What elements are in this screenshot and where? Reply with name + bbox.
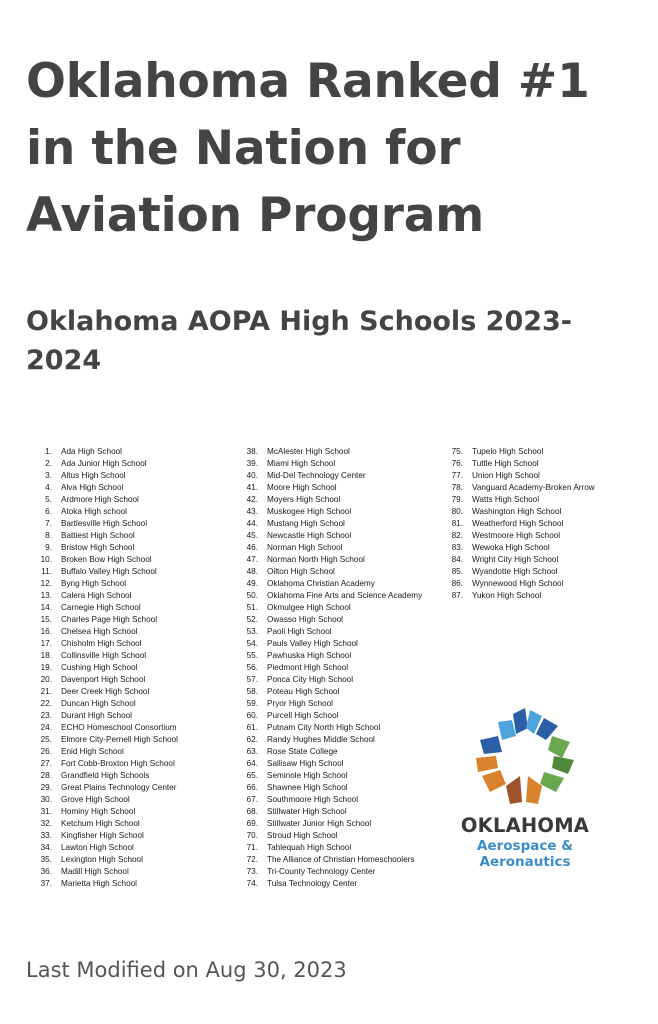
school-list-item xyxy=(30,494,178,506)
school-rank-number: 7. xyxy=(45,519,52,528)
school-name: Battiest High School xyxy=(61,531,135,540)
school-list-item xyxy=(236,446,422,458)
school-name: Shawnee High School xyxy=(267,783,348,792)
school-list-item xyxy=(30,794,178,806)
school-list-column-1 xyxy=(30,446,178,890)
school-name: Chisholm High School xyxy=(61,639,142,648)
school-rank-number: 56. xyxy=(246,663,258,672)
school-rank-number: 48. xyxy=(246,567,258,576)
school-rank-number: 81. xyxy=(451,519,463,528)
school-rank-number: 26. xyxy=(40,747,52,756)
school-rank-number: 47. xyxy=(246,555,258,564)
school-name: Tri-County Technology Center xyxy=(267,867,376,876)
school-list-item xyxy=(30,854,178,866)
school-name: Oklahoma Christian Academy xyxy=(267,579,375,588)
school-name: Marietta High School xyxy=(61,879,137,888)
school-rank-number: 42. xyxy=(246,495,258,504)
school-rank-number: 83. xyxy=(451,543,463,552)
school-name: Ketchum High School xyxy=(61,819,140,828)
logo-shard xyxy=(548,736,570,758)
school-rank-number: 62. xyxy=(246,735,258,744)
school-list-item xyxy=(236,542,422,554)
school-list-item xyxy=(236,878,422,890)
school-name: Alva High School xyxy=(61,483,124,492)
school-list-item xyxy=(441,542,595,554)
school-name: Atoka High school xyxy=(61,507,127,516)
school-rank-number: 52. xyxy=(246,615,258,624)
school-rank-number: 59. xyxy=(246,699,258,708)
school-list-item xyxy=(236,782,422,794)
school-rank-number: 49. xyxy=(246,579,258,588)
school-list-item xyxy=(30,638,178,650)
logo-wordmark: OKLAHOMA xyxy=(460,814,590,837)
school-rank-number: 2. xyxy=(45,459,52,468)
page-subtitle: Oklahoma AOPA High Schools 2023-2024 xyxy=(26,306,573,376)
school-rank-number: 4. xyxy=(45,483,52,492)
school-name: Tahlequah High School xyxy=(267,843,352,852)
school-name: Miami High School xyxy=(267,459,336,468)
school-name: Stillwater Junior High School xyxy=(267,819,372,828)
school-list-item xyxy=(30,530,178,542)
school-name: Muskogee High School xyxy=(267,507,352,516)
school-name: Mustang High School xyxy=(267,519,345,528)
logo-tagline-line-1: Aerospace & xyxy=(477,838,573,854)
school-name: Duncan High School xyxy=(61,699,136,708)
school-rank-number: 1. xyxy=(45,447,52,456)
school-list-item xyxy=(236,854,422,866)
school-name: Moore High School xyxy=(267,483,337,492)
school-rank-number: 69. xyxy=(246,819,258,828)
school-name: Enid High School xyxy=(61,747,124,756)
school-rank-number: 31. xyxy=(40,807,52,816)
school-name: Bristow High School xyxy=(61,543,135,552)
school-name: Paoli High School xyxy=(267,627,332,636)
school-name: ECHO Homeschool Consortium xyxy=(61,723,177,732)
school-list-item xyxy=(236,794,422,806)
school-list-item xyxy=(30,734,178,746)
school-list-item xyxy=(30,818,178,830)
school-name: Vanguard Academy-Broken Arrow xyxy=(472,483,595,492)
school-name: Norman North High School xyxy=(267,555,365,564)
school-list-item xyxy=(441,506,595,518)
school-name: Weatherford High School xyxy=(472,519,564,528)
school-list-item xyxy=(30,518,178,530)
logo-shard xyxy=(480,736,502,754)
school-rank-number: 23. xyxy=(40,711,52,720)
school-list-item xyxy=(236,530,422,542)
logo-shard xyxy=(476,756,498,772)
school-name: McAlester High School xyxy=(267,447,350,456)
school-list-item xyxy=(30,458,178,470)
school-rank-number: 77. xyxy=(451,471,463,480)
school-list-item xyxy=(236,506,422,518)
school-name: Watts High School xyxy=(472,495,540,504)
school-list-item xyxy=(30,674,178,686)
school-name: Davenport High School xyxy=(61,675,146,684)
school-list-item xyxy=(236,710,422,722)
school-rank-number: 36. xyxy=(40,867,52,876)
school-rank-number: 54. xyxy=(246,639,258,648)
school-rank-number: 18. xyxy=(40,651,52,660)
school-name: Tupelo High School xyxy=(472,447,544,456)
school-list-item xyxy=(236,686,422,698)
school-name: Pauls Valley High School xyxy=(267,639,358,648)
school-name: Wyandotte High School xyxy=(472,567,558,576)
school-list-item xyxy=(30,806,178,818)
school-list-item xyxy=(30,578,178,590)
school-rank-number: 58. xyxy=(246,687,258,696)
school-rank-number: 34. xyxy=(40,843,52,852)
school-rank-number: 67. xyxy=(246,795,258,804)
school-list-item xyxy=(30,710,178,722)
school-list-item xyxy=(236,818,422,830)
school-list-item xyxy=(441,566,595,578)
school-rank-number: 3. xyxy=(45,471,52,480)
school-list-column-3 xyxy=(441,446,595,602)
school-rank-number: 38. xyxy=(246,447,258,456)
school-name: Rose State College xyxy=(267,747,338,756)
school-list-item xyxy=(30,554,178,566)
school-list-item xyxy=(30,602,178,614)
school-rank-number: 13. xyxy=(40,591,52,600)
school-rank-number: 82. xyxy=(451,531,463,540)
logo-shard xyxy=(482,770,506,792)
school-rank-number: 68. xyxy=(246,807,258,816)
school-rank-number: 17. xyxy=(40,639,52,648)
school-rank-number: 41. xyxy=(246,483,258,492)
school-name: Byng High School xyxy=(61,579,127,588)
school-list-item xyxy=(30,758,178,770)
school-list-item xyxy=(30,830,178,842)
school-rank-number: 37. xyxy=(40,879,52,888)
school-rank-number: 27. xyxy=(40,759,52,768)
school-name: Lawton High School xyxy=(61,843,134,852)
school-name: Southmoore High School xyxy=(267,795,359,804)
school-list-item xyxy=(30,614,178,626)
school-name: Lexington High School xyxy=(61,855,143,864)
school-rank-number: 51. xyxy=(246,603,258,612)
school-list-item xyxy=(30,722,178,734)
school-rank-number: 61. xyxy=(246,723,258,732)
school-list-item xyxy=(30,770,178,782)
school-list-item xyxy=(441,530,595,542)
school-name: Buffalo Valley High School xyxy=(61,567,157,576)
school-list-item xyxy=(236,758,422,770)
school-list-item xyxy=(236,554,422,566)
school-list-item xyxy=(236,770,422,782)
school-name: Grandfield High Schools xyxy=(61,771,150,780)
school-list-item xyxy=(30,866,178,878)
school-rank-number: 85. xyxy=(451,567,463,576)
school-list-item xyxy=(236,722,422,734)
school-rank-number: 55. xyxy=(246,651,258,660)
school-name: The Alliance of Christian Homeschoolers xyxy=(267,855,415,864)
school-name: Oklahoma Fine Arts and Science Academy xyxy=(267,591,423,600)
school-name: Carnegie High School xyxy=(61,603,141,612)
school-list-item xyxy=(30,746,178,758)
school-name: Tulsa Technology Center xyxy=(267,879,358,888)
school-list-item xyxy=(30,878,178,890)
school-rank-number: 44. xyxy=(246,519,258,528)
logo-shard xyxy=(498,720,516,740)
school-name: Norman High School xyxy=(267,543,343,552)
school-rank-number: 40. xyxy=(246,471,258,480)
school-name: Hominy High School xyxy=(61,807,136,816)
school-list-item xyxy=(236,674,422,686)
school-rank-number: 80. xyxy=(451,507,463,516)
school-list-item xyxy=(441,518,595,530)
school-name: Pryor High School xyxy=(267,699,333,708)
school-rank-number: 70. xyxy=(246,831,258,840)
school-list-item xyxy=(30,566,178,578)
star-logo-icon xyxy=(472,706,578,810)
school-list-item xyxy=(30,782,178,794)
school-list-item xyxy=(236,566,422,578)
logo-shard xyxy=(526,776,542,804)
school-list-item xyxy=(441,578,595,590)
school-rank-number: 25. xyxy=(40,735,52,744)
school-rank-number: 16. xyxy=(40,627,52,636)
school-name: Oilton High School xyxy=(267,567,335,576)
school-list-item xyxy=(30,446,178,458)
school-list-item xyxy=(236,590,422,602)
school-list-item xyxy=(30,650,178,662)
school-list-item xyxy=(30,842,178,854)
school-rank-number: 29. xyxy=(40,783,52,792)
school-rank-number: 24. xyxy=(40,723,52,732)
school-rank-number: 6. xyxy=(45,507,52,516)
school-rank-number: 53. xyxy=(246,627,258,636)
school-list-item xyxy=(236,698,422,710)
school-list-item xyxy=(236,614,422,626)
school-list-item xyxy=(30,662,178,674)
page-title: Oklahoma Ranked #1 in the Nation for Aviation Program xyxy=(26,54,590,243)
school-list-item xyxy=(236,602,422,614)
school-rank-number: 30. xyxy=(40,795,52,804)
school-name: Bartlesville High School xyxy=(61,519,148,528)
school-list-item xyxy=(441,494,595,506)
school-list-item xyxy=(30,482,178,494)
school-rank-number: 87. xyxy=(451,591,463,600)
school-list-item xyxy=(236,650,422,662)
school-list-item xyxy=(441,470,595,482)
school-list-item xyxy=(236,470,422,482)
school-list-item xyxy=(236,494,422,506)
school-rank-number: 11. xyxy=(41,567,52,576)
school-name: Union High School xyxy=(472,471,540,480)
logo-center-star xyxy=(504,736,546,777)
school-name: Sallisaw High School xyxy=(267,759,344,768)
school-name: Stillwater High School xyxy=(267,807,347,816)
school-rank-number: 20. xyxy=(40,675,52,684)
school-rank-number: 72. xyxy=(246,855,258,864)
school-name: Tuttle High School xyxy=(472,459,539,468)
school-name: Wewoka High School xyxy=(472,543,550,552)
school-rank-number: 46. xyxy=(246,543,258,552)
school-list-item xyxy=(441,554,595,566)
school-rank-number: 39. xyxy=(246,459,258,468)
school-name: Kingfisher High School xyxy=(61,831,144,840)
school-name: Randy Hughes Middle School xyxy=(267,735,375,744)
school-list-item xyxy=(236,734,422,746)
school-name: Poteau High School xyxy=(267,687,340,696)
school-list-item xyxy=(236,830,422,842)
school-name: Purcell High School xyxy=(267,711,339,720)
school-name: Fort Cobb-Broxton High School xyxy=(61,759,175,768)
school-rank-number: 57. xyxy=(246,675,258,684)
school-name: Deer Creek High School xyxy=(61,687,150,696)
school-name: Elmore City-Pernell High School xyxy=(61,735,178,744)
school-name: Pawhuska High School xyxy=(267,651,352,660)
school-name: Altus High School xyxy=(61,471,126,480)
school-rank-number: 78. xyxy=(451,483,463,492)
school-list-item xyxy=(441,482,595,494)
school-list-item xyxy=(236,518,422,530)
school-rank-number: 74. xyxy=(246,879,258,888)
school-rank-number: 79. xyxy=(451,495,463,504)
school-list-column-2 xyxy=(236,446,422,890)
logo-tagline-line-2: Aeronautics xyxy=(479,854,571,870)
school-list-item xyxy=(236,746,422,758)
school-name: Calera High School xyxy=(61,591,132,600)
school-rank-number: 21. xyxy=(40,687,52,696)
school-name: Stroud High School xyxy=(267,831,338,840)
school-name: Ardmore High School xyxy=(61,495,139,504)
school-rank-number: 14. xyxy=(40,603,52,612)
school-rank-number: 73. xyxy=(246,867,258,876)
school-rank-number: 10. xyxy=(40,555,52,564)
school-list-item xyxy=(236,578,422,590)
school-list-item xyxy=(236,662,422,674)
school-name: Ada Junior High School xyxy=(61,459,147,468)
school-name: Washington High School xyxy=(472,507,562,516)
school-name: Collinsville High School xyxy=(61,651,147,660)
school-name: Westmoore High School xyxy=(472,531,561,540)
school-list-item xyxy=(441,590,595,602)
school-list-item xyxy=(30,542,178,554)
school-name: Putnam City North High School xyxy=(267,723,381,732)
school-list-item xyxy=(30,626,178,638)
school-list-item xyxy=(236,638,422,650)
logo-shard xyxy=(506,776,522,804)
school-name: Cushing High School xyxy=(61,663,138,672)
school-rank-number: 45. xyxy=(246,531,258,540)
oklahoma-aerospace-logo xyxy=(455,706,595,874)
school-rank-number: 64. xyxy=(246,759,258,768)
school-rank-number: 65. xyxy=(246,771,258,780)
school-list-item xyxy=(441,446,595,458)
school-name: Durant High School xyxy=(61,711,132,720)
school-list-item xyxy=(30,698,178,710)
school-name: Newcastle High School xyxy=(267,531,352,540)
logo-shard xyxy=(540,772,564,792)
school-rank-number: 35. xyxy=(40,855,52,864)
school-name: Moyers High School xyxy=(267,495,341,504)
last-modified-date: Last Modified on Aug 30, 2023 xyxy=(26,958,347,982)
school-rank-number: 22. xyxy=(40,699,52,708)
school-name: Seminole High School xyxy=(267,771,348,780)
school-name: Great Plains Technology Center xyxy=(61,783,177,792)
school-name: Ada High School xyxy=(61,447,122,456)
school-name: Grove High School xyxy=(61,795,130,804)
school-rank-number: 12. xyxy=(40,579,52,588)
school-name: Wright City High School xyxy=(472,555,559,564)
school-rank-number: 28. xyxy=(40,771,52,780)
school-name: Charles Page High School xyxy=(61,615,158,624)
school-rank-number: 60. xyxy=(246,711,258,720)
logo-shard xyxy=(552,756,574,774)
school-list-item xyxy=(30,506,178,518)
school-list-item xyxy=(441,458,595,470)
school-rank-number: 84. xyxy=(451,555,463,564)
school-list-item xyxy=(30,590,178,602)
school-name: Piedmont High School xyxy=(267,663,349,672)
school-list-item xyxy=(30,470,178,482)
school-name: Madill High School xyxy=(61,867,129,876)
logo-shard xyxy=(513,708,528,734)
school-rank-number: 9. xyxy=(45,543,52,552)
school-name: Owasso High School xyxy=(267,615,343,624)
school-rank-number: 86. xyxy=(451,579,463,588)
school-list-item xyxy=(236,482,422,494)
school-rank-number: 66. xyxy=(246,783,258,792)
school-name: Broken Bow High School xyxy=(61,555,152,564)
school-name: Okmulgee High School xyxy=(267,603,351,612)
school-rank-number: 33. xyxy=(40,831,52,840)
school-rank-number: 63. xyxy=(246,747,258,756)
school-list-item xyxy=(236,842,422,854)
school-name: Wynnewood High School xyxy=(472,579,564,588)
school-list-item xyxy=(236,626,422,638)
school-rank-number: 15. xyxy=(40,615,52,624)
school-rank-number: 75. xyxy=(451,447,463,456)
school-list-item xyxy=(30,686,178,698)
school-name: Ponca City High School xyxy=(267,675,354,684)
school-rank-number: 43. xyxy=(246,507,258,516)
school-list-item xyxy=(236,806,422,818)
school-rank-number: 32. xyxy=(40,819,52,828)
school-rank-number: 8. xyxy=(45,531,52,540)
school-rank-number: 71. xyxy=(246,843,258,852)
school-name: Mid-Del Technology Center xyxy=(267,471,366,480)
school-rank-number: 76. xyxy=(451,459,463,468)
school-rank-number: 50. xyxy=(246,591,258,600)
school-rank-number: 5. xyxy=(45,495,52,504)
school-list-item xyxy=(236,866,422,878)
school-name: Chelsea High School xyxy=(61,627,138,636)
school-rank-number: 19. xyxy=(40,663,52,672)
school-name: Yukon High School xyxy=(472,591,542,600)
school-list-item xyxy=(236,458,422,470)
